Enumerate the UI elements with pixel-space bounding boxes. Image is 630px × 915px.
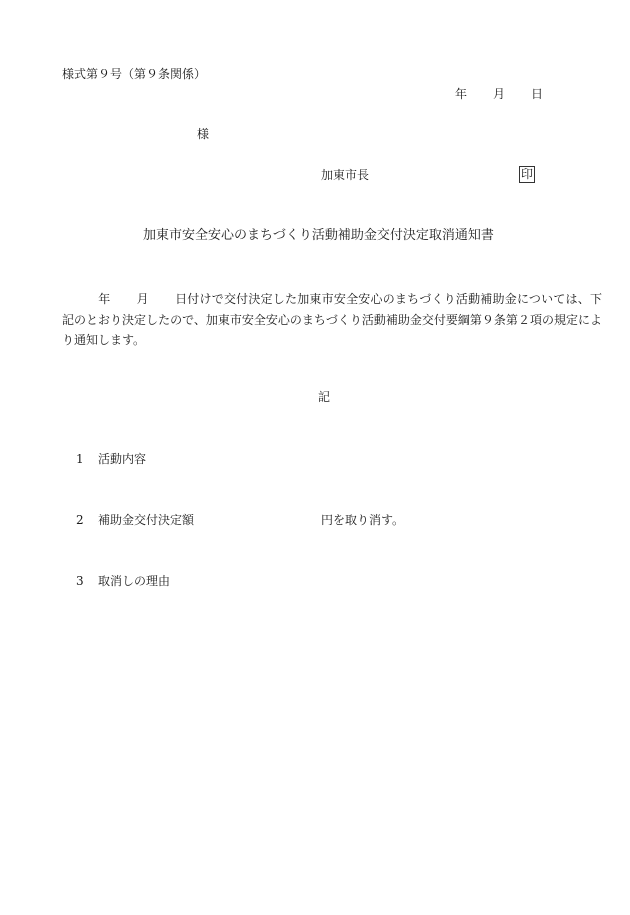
date-month: 月	[493, 87, 506, 101]
seal-stamp: 印	[521, 167, 534, 181]
body-month: 月	[136, 292, 149, 306]
item-label: 取消しの理由	[98, 574, 171, 588]
item-number: 1	[76, 452, 84, 466]
date-header	[455, 87, 543, 101]
item-activity	[76, 452, 146, 466]
date-day: 日	[531, 87, 544, 101]
item-amount	[76, 513, 194, 527]
body-text: 日付けで交付決定した加東市安全安心のまちづくり活動補助金については、下記のとおり決定したので、加東市安全安心のまちづくり活動補助金交付要綱第９条第２項の規定により通知します。	[62, 292, 602, 347]
item-label: 活動内容	[98, 452, 147, 466]
item-label: 補助金交付決定額	[98, 513, 195, 527]
amount-suffix: 円を取り消す。	[321, 513, 405, 527]
ki-heading: 記	[318, 390, 331, 404]
document-title: 加東市安全安心のまちづくり活動補助金交付決定取消通知書	[143, 228, 494, 243]
issuer-name: 加東市長	[321, 168, 370, 182]
item-reason	[76, 574, 170, 588]
body-year: 年	[98, 292, 111, 306]
item-number: 2	[76, 513, 84, 527]
item-number: 3	[76, 574, 84, 588]
date-year: 年	[455, 87, 468, 101]
body-paragraph	[62, 289, 602, 351]
recipient-suffix: 様	[197, 127, 210, 141]
form-number: 様式第９号（第９条関係）	[62, 67, 207, 81]
